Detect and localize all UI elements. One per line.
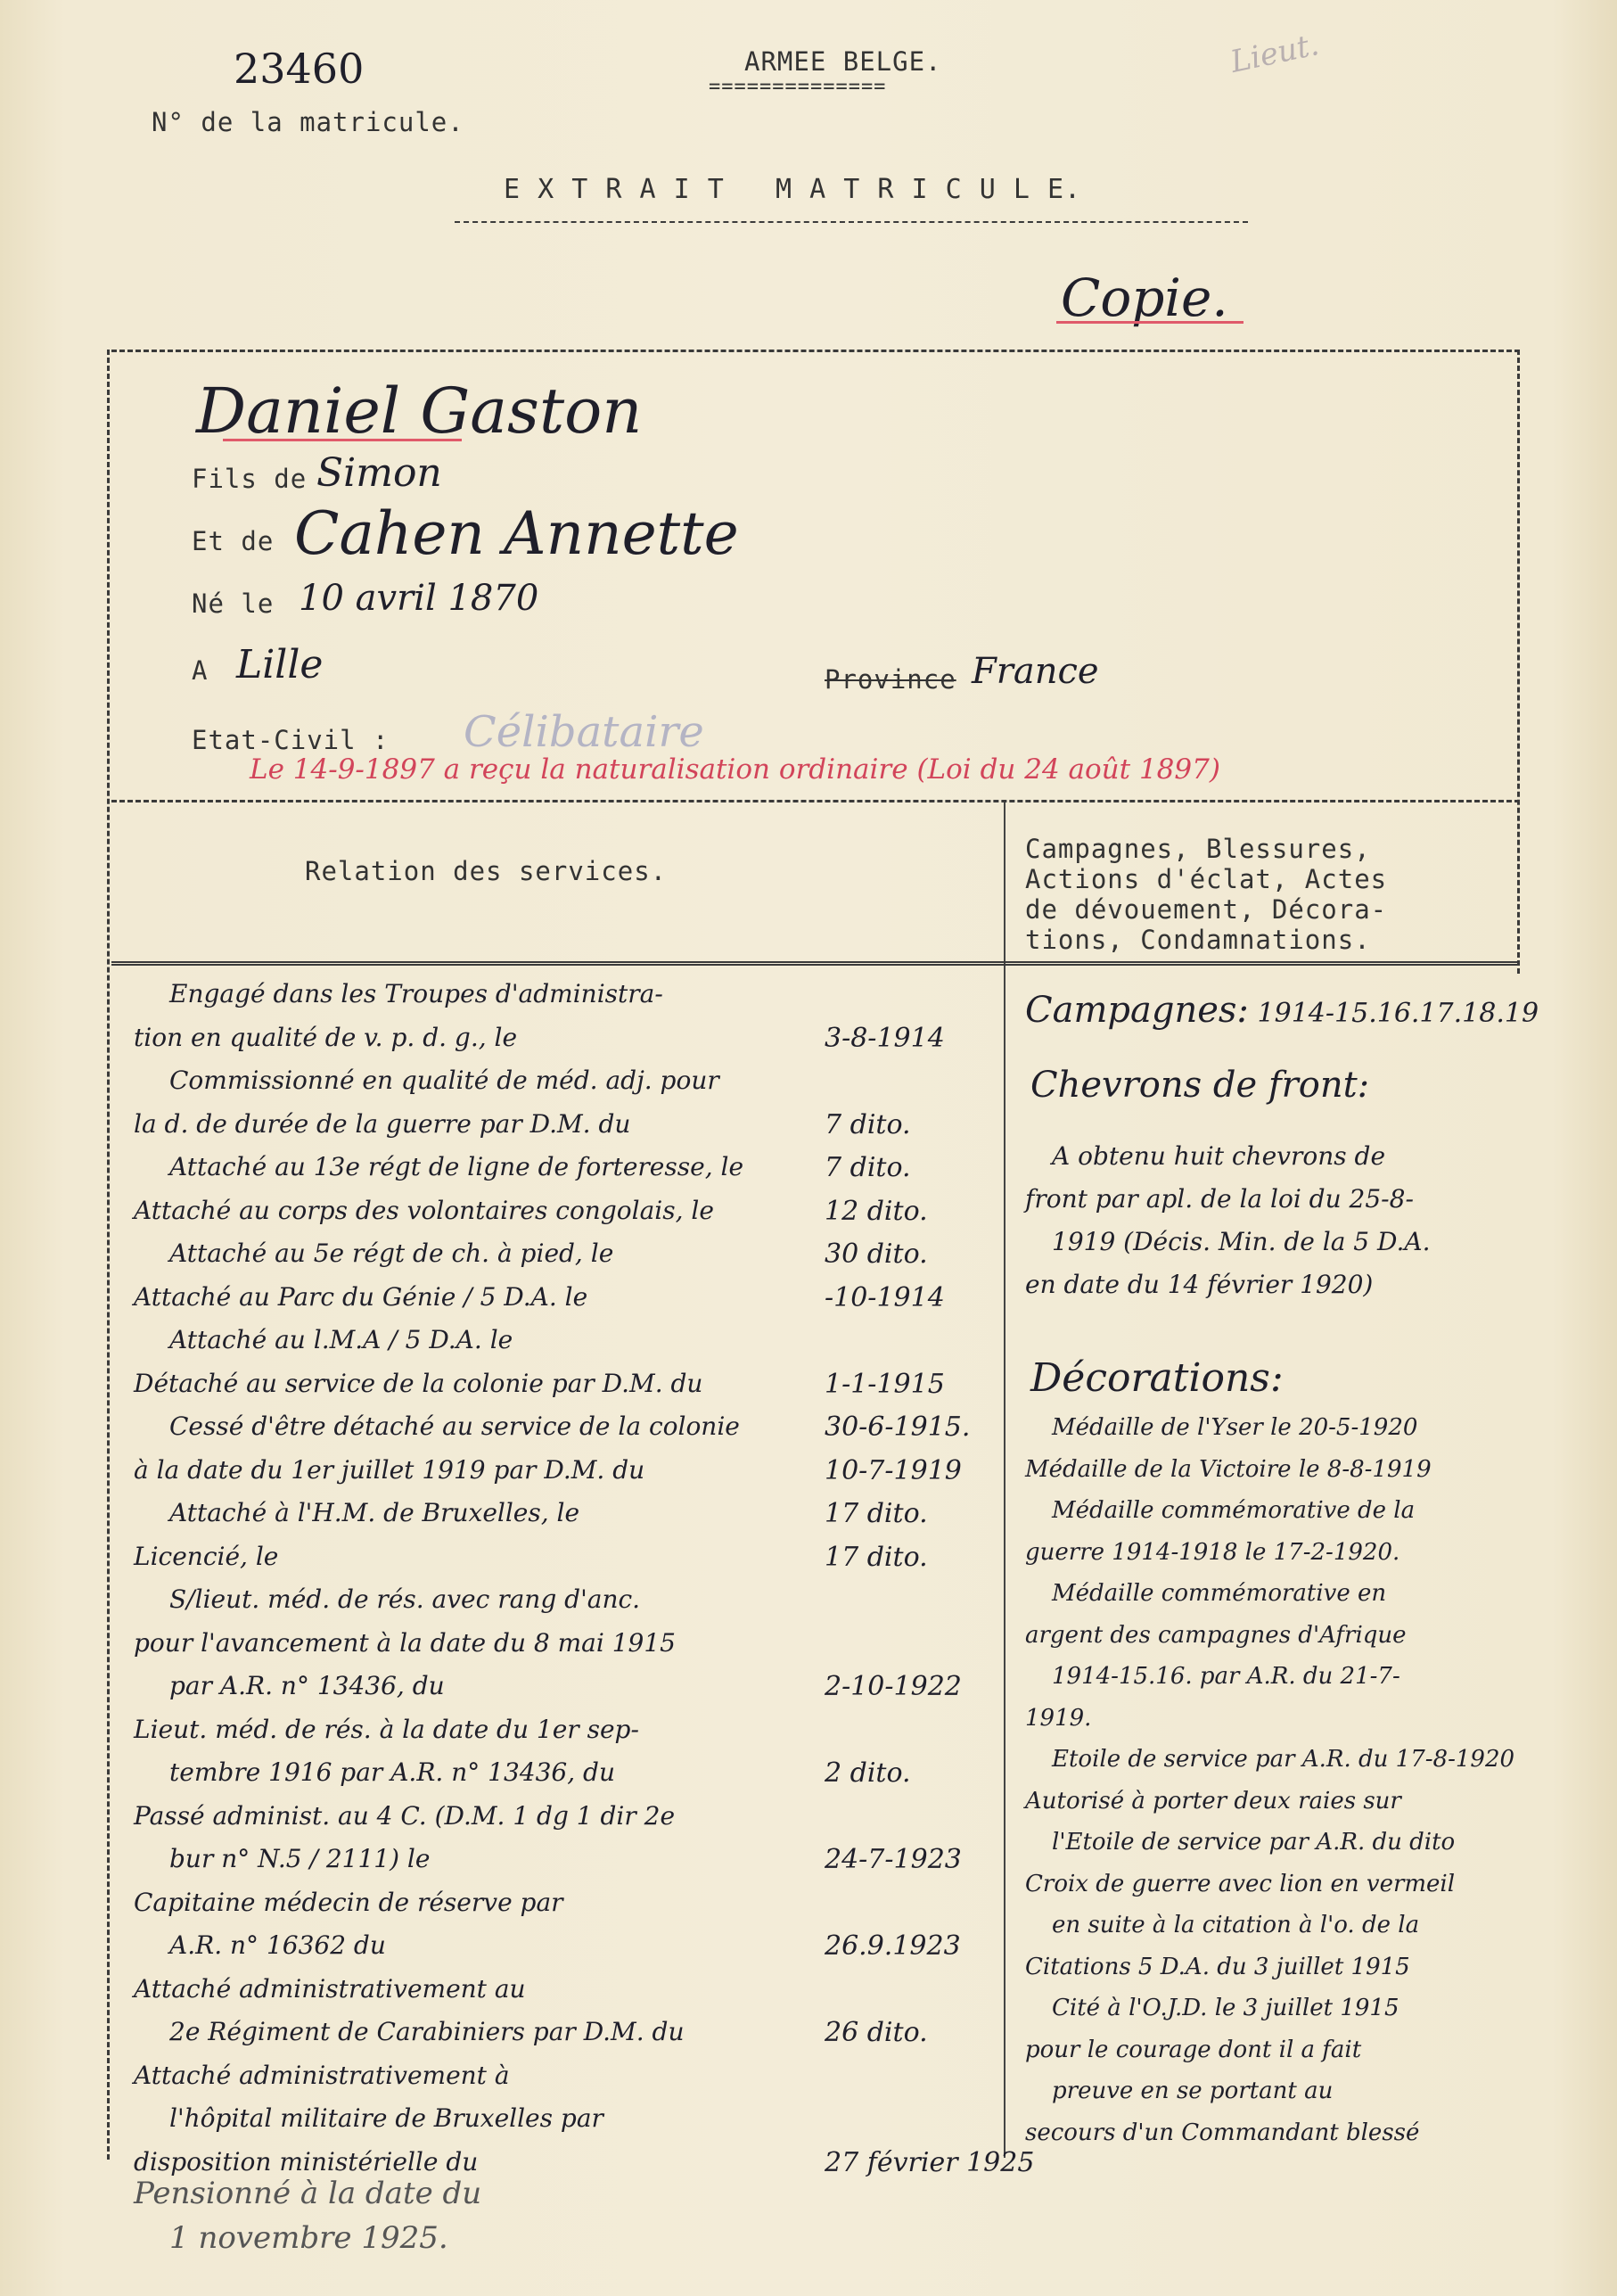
service-date: 7 dito. (825, 1152, 911, 1183)
campagnes-header (1025, 834, 1387, 955)
service-date: 1-1-1915 (825, 1368, 945, 1400)
decorations-line: l'Etoile de service par A.R. du dito (1052, 1829, 1456, 1856)
service-entry: Lieut. méd. de rés. à la date du 1er sep- (134, 1714, 639, 1744)
decorations-line: argent des campagnes d'Afrique (1025, 1621, 1407, 1649)
chevrons-line: A obtenu huit chevrons de (1052, 1141, 1386, 1171)
service-entry: tion en qualité de v. p. d. g., le (134, 1022, 518, 1052)
decorations-line: preuve en se portant au (1052, 2078, 1334, 2104)
decorations-title: Décorations: (1030, 1355, 1284, 1401)
place-label: A (192, 655, 209, 686)
service-entry: Attaché administrativement à (134, 2060, 510, 2090)
etat-civil-label: Etat-Civil : (192, 725, 390, 755)
service-date: 17 dito. (825, 1541, 928, 1573)
service-date: 30 dito. (825, 1239, 928, 1270)
service-entry: Attaché au 13e régt de ligne de forteresse, le (169, 1152, 744, 1181)
service-entry: Commissionné en qualité de méd. adj. pour (169, 1066, 719, 1095)
decorations-line: Citations 5 D.A. du 3 juillet 1915 (1025, 1953, 1410, 1980)
matricule-label: N° de la matricule. (152, 107, 464, 137)
copy-underline (1056, 321, 1244, 324)
service-date: 3-8-1914 (825, 1022, 945, 1054)
fils-label: Fils de (192, 464, 308, 494)
et-label: Et de (192, 526, 275, 556)
identity-bottom (111, 800, 1520, 802)
service-entry: A.R. n° 16362 du (169, 1930, 386, 1960)
service-entry: Attaché au 5e régt de ch. à pied, le (169, 1239, 614, 1268)
campagnes-header-line: de dévouement, Décora- (1025, 894, 1388, 925)
frame-top (111, 350, 1520, 352)
decorations-line: guerre 1914-1918 le 17-2-1920. (1025, 1538, 1400, 1566)
chevrons-line: en date du 14 février 1920) (1025, 1270, 1374, 1299)
service-entry: Passé administ. au 4 C. (D.M. 1 dg 1 dir 2e (134, 1800, 676, 1831)
service-entry: Capitaine médecin de réserve par (134, 1887, 563, 1917)
relation-header: Relation des services. (305, 856, 668, 886)
service-date: 24-7-1923 (825, 1844, 962, 1875)
etat-civil-value: Célibataire (464, 707, 704, 757)
campagnes-header-line: Campagnes, Blessures, (1025, 834, 1371, 864)
decorations-line: Cité à l'O.J.D. le 3 juillet 1915 (1052, 1995, 1399, 2021)
decorations-line: 1919. (1025, 1704, 1092, 1732)
service-date: 12 dito. (825, 1195, 928, 1227)
pension-line-1: Pensionné à la date du (134, 2176, 482, 2211)
service-date: 27 février 1925 (825, 2146, 1035, 2178)
service-entry: Attaché à l'H.M. de Bruxelles, le (169, 1498, 580, 1527)
service-entry: Licencié, le (134, 1541, 279, 1571)
birth-label: Né le (192, 588, 275, 619)
chevrons-title: Chevrons de front: (1030, 1065, 1370, 1106)
service-entry: Cessé d'être détaché au service de la colonie (169, 1411, 740, 1441)
service-entry: bur n° N.5 / 2111) le (169, 1844, 431, 1873)
service-entry: 2e Régiment de Carabiniers par D.M. du (169, 2017, 685, 2046)
frame-right (1517, 350, 1520, 974)
service-date: 30-6-1915. (825, 1411, 971, 1443)
service-entry: Attaché au l.M.A / 5 D.A. le (169, 1325, 513, 1354)
service-entry: Détaché au service de la colonie par D.M. du (134, 1368, 703, 1398)
army-underline: ============== (709, 76, 887, 98)
name-underline (223, 439, 462, 441)
decorations-line: Médaille de la Victoire le 8-8-1919 (1025, 1455, 1432, 1483)
decorations-line: secours d'un Commandant blessé (1025, 2119, 1420, 2146)
pension-line-2: 1 novembre 1925. (169, 2220, 448, 2256)
army-title: ARMEE BELGE. (744, 46, 942, 77)
campagnes-years: 1914-15.16.17.18.19 (1257, 998, 1539, 1029)
header-row-bottom (111, 961, 1520, 966)
frame-left (107, 350, 110, 2160)
decorations-line: Etoile de service par A.R. du 17-8-1920 (1052, 1746, 1515, 1773)
service-entry: la d. de durée de la guerre par D.M. du (134, 1108, 631, 1139)
decorations-line: Autorisé à porter deux raies sur (1025, 1787, 1401, 1815)
service-date: 17 dito. (825, 1498, 928, 1529)
service-entry: Attaché au Parc du Génie / 5 D.A. le (134, 1281, 588, 1312)
decorations-line: Médaille de l'Yser le 20-5-1920 (1052, 1414, 1418, 1441)
chevrons-line: 1919 (Décis. Min. de la 5 D.A. (1052, 1227, 1431, 1256)
decorations-line: pour le courage dont il a fait (1025, 2036, 1362, 2063)
service-entry: Attaché administrativement au (134, 1973, 526, 2004)
birth-date: 10 avril 1870 (299, 578, 539, 619)
service-date: 2 dito. (825, 1757, 911, 1789)
province-label: Province (825, 664, 956, 695)
father-name: Simon (316, 450, 442, 496)
naturalisation-note: Le 14-9-1897 a reçu la naturalisation ordinaire (Loi du 24 août 1897) (250, 753, 1220, 786)
service-date: 7 dito. (825, 1108, 911, 1140)
birth-place: Lille (236, 642, 324, 687)
province-value: France (972, 651, 1099, 692)
service-date: 26 dito. (825, 2017, 928, 2048)
document-title: E X T R A I T M A T R I C U L E. (504, 174, 1082, 205)
service-entry: Engagé dans les Troupes d'administra- (169, 979, 663, 1008)
service-date: 10-7-1919 (825, 1454, 962, 1486)
service-entry: S/lieut. méd. de rés. avec rang d'anc. (169, 1584, 641, 1614)
service-entry: Attaché au corps des volontaires congolais, le (134, 1195, 714, 1225)
chevrons-line: front par apl. de la loi du 25-8- (1025, 1184, 1414, 1214)
record-number: 23460 (234, 45, 365, 93)
campagnes-header-line: tions, Condamnations. (1025, 925, 1371, 955)
decorations-line: en suite à la citation à l'o. de la (1052, 1912, 1420, 1938)
decorations-line: Médaille commémorative de la (1052, 1497, 1416, 1524)
service-entry: pour l'avancement à la date du 8 mai 1915 (134, 1627, 676, 1658)
decorations-line: Croix de guerre avec lion en vermeil (1025, 1870, 1456, 1897)
service-date: -10-1914 (825, 1281, 945, 1313)
decorations-line: Médaille commémorative en (1052, 1580, 1387, 1607)
mother-name: Cahen Annette (294, 499, 739, 568)
service-entry: par A.R. n° 13436, du (169, 1671, 445, 1700)
service-entry: l'hôpital militaire de Bruxelles par (169, 2103, 603, 2133)
service-entry: à la date du 1er juillet 1919 par D.M. du (134, 1454, 645, 1485)
service-date: 26.9.1923 (825, 1930, 961, 1962)
title-divider (455, 221, 1248, 223)
copy-note: Copie. (1061, 267, 1228, 328)
campagnes-title: Campagnes: (1025, 990, 1249, 1031)
person-name: Daniel Gaston (196, 374, 643, 448)
column-divider (1004, 802, 1005, 2158)
service-date: 2-10-1922 (825, 1671, 962, 1702)
service-entry: disposition ministérielle du (134, 2146, 479, 2177)
corner-note: Lieut. (1227, 27, 1323, 80)
campagnes-header-line: Actions d'éclat, Actes (1025, 864, 1388, 894)
service-entry: tembre 1916 par A.R. n° 13436, du (169, 1757, 615, 1787)
decorations-line: 1914-15.16. par A.R. du 21-7- (1052, 1663, 1400, 1690)
